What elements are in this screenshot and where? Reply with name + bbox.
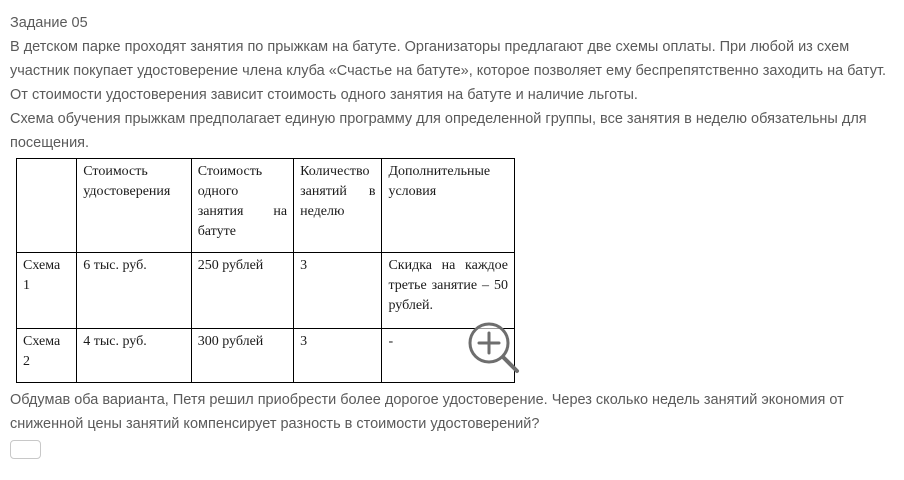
header-lessons-per-week: Количество занятий в неделю xyxy=(294,159,382,253)
task-title: Задание 05 xyxy=(10,15,88,31)
conditions: Скидка на каждое третье занятие – 50 рублей. xyxy=(382,253,515,329)
header-conditions: Дополнительные условия xyxy=(382,159,515,253)
lesson-cost: 250 рублей xyxy=(191,253,293,329)
task-question: Обдумав оба варианта, Петя решил приобрести более дорогое удостоверение. Через сколько недель занятий экономия от сниженной цены занятий компенсирует разность в стоимости удостоверений? xyxy=(10,392,844,432)
header-card-cost: Стоимость удостоверения xyxy=(77,159,191,253)
card-cost: 4 тыс. руб. xyxy=(77,329,191,383)
header-cell-empty xyxy=(17,159,77,253)
card-cost: 6 тыс. руб. xyxy=(77,253,191,329)
answer-input[interactable] xyxy=(10,440,41,459)
table-container xyxy=(16,158,516,383)
task-description: В детском парке проходят занятия по прыжкам на батуте. Организаторы предлагают две схемы оплаты. При любой из схем участник покупает удостоверение члена клуба «Счастье на батуте», которое позволяет ему беспрепятственно заходить на батут. От стоимости удостоверения зависит стоимость одного занятия на батуте и наличие льготы. xyxy=(10,39,887,103)
table-row xyxy=(17,329,515,383)
conditions: - xyxy=(382,329,515,383)
zoom-in-icon[interactable] xyxy=(461,315,527,381)
lesson-cost: 300 рублей xyxy=(191,329,293,383)
payment-schemes-table xyxy=(16,158,515,383)
table-header-row xyxy=(17,159,515,253)
lessons-per-week: 3 xyxy=(294,253,382,329)
table-row xyxy=(17,253,515,329)
header-lesson-cost: Стоимость одного занятия на батуте xyxy=(191,159,293,253)
scheme-name: Схема 1 xyxy=(17,253,77,329)
task-program-note: Схема обучения прыжкам предполагает единую программу для определенной группы, все занятия в неделю обязательны для посещения. xyxy=(10,111,867,151)
task xyxy=(10,12,896,459)
scheme-name: Схема 2 xyxy=(17,329,77,383)
lessons-per-week: 3 xyxy=(294,329,382,383)
